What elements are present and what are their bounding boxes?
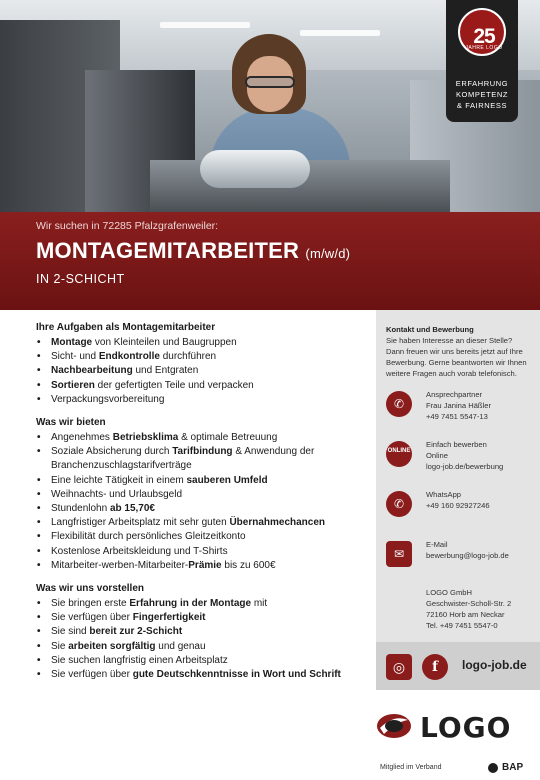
list-item: [36, 597, 366, 611]
contact-line[interactable]: +49 7451 5547-13: [426, 412, 488, 421]
list-item-text: Langfristiger Arbeitsplatz mit sehr guten: [51, 517, 230, 529]
list-item: [36, 502, 366, 516]
list-item-emphasis: Übernahmechancen: [229, 517, 326, 529]
contact-line[interactable]: +49 160 92927246: [426, 501, 490, 510]
list-item-text: Sie: [51, 640, 69, 652]
list-item-text: Sie bringen erste: [51, 598, 130, 610]
list-item-emphasis: Erfahrung in der Montage: [129, 598, 252, 610]
list-item-text: Stundenlohn: [51, 503, 110, 515]
anniversary-circle: [458, 8, 506, 56]
list-item-emphasis: bereit zur 2-Schicht: [89, 626, 183, 638]
contact-details: [426, 439, 538, 472]
address-line: Tel. +49 7451 5547-0: [426, 621, 498, 630]
offer-list: [36, 431, 366, 573]
list-item: [36, 516, 366, 530]
mail-icon[interactable]: ✉: [386, 541, 412, 567]
list-item-text: Kostenlose Arbeitskleidung und T-Shirts: [51, 545, 228, 557]
list-item: [36, 625, 366, 639]
list-item-text: Sie verfügen über: [51, 612, 133, 624]
contact-heading: Kontakt und Bewerbung: [386, 325, 474, 334]
list-item-text: Weihnachts- und Urlaubsgeld: [51, 488, 183, 500]
list-item: [36, 379, 366, 393]
contact-line[interactable]: bewerbung@logo-job.de: [426, 551, 509, 560]
list-item-text: Angenehmes: [51, 432, 113, 444]
list-item: [36, 668, 366, 682]
list-item-text: von Kleinteilen und Baugruppen: [92, 337, 237, 348]
contact-details: [426, 539, 538, 561]
list-item-text: der gefertigten Teile und verpacken: [94, 379, 254, 391]
list-item: [36, 350, 366, 364]
list-item-text: Flexibilität durch persönliches Gleitzeitkonto: [51, 531, 246, 543]
anniversary-number: 25: [473, 25, 495, 48]
whatsapp-icon[interactable]: ✆: [386, 491, 412, 517]
list-item-emphasis: Tarifbindung: [172, 446, 233, 458]
social-bar: [376, 642, 540, 690]
list-item: [36, 530, 366, 544]
list-item: [36, 545, 366, 559]
list-item: [36, 474, 366, 488]
location-line: Wir suchen in 72285 Pfalzgrafenweiler:: [36, 220, 219, 232]
offer-title: Was wir bieten: [36, 417, 106, 429]
online-apply-icon[interactable]: ONLINE: [386, 441, 412, 467]
tasks-list: [36, 336, 366, 407]
logo-wordmark: LOGO: [420, 711, 512, 744]
list-item: [36, 431, 366, 445]
list-item-emphasis: Betriebsklima: [112, 432, 179, 444]
contact-intro-text: Sie haben Interesse an dieser Stelle? Dann freuen wir uns bereits jetzt auf Ihre Bewerbung. Gerne beantworten wir Ihnen weitere Fragen auch vorab telefonisch.: [386, 336, 527, 378]
job-title: [36, 238, 504, 264]
list-item-text: & optimale Betreuung: [178, 432, 278, 444]
list-item-emphasis: Nachbearbeitung: [51, 365, 133, 377]
badge-claim: KOMPETENZ: [455, 90, 509, 99]
expect-list: [36, 597, 366, 682]
list-item-emphasis: Fingerfertigkeit: [132, 612, 206, 624]
anniversary-badge: [446, 0, 518, 122]
tasks-title: Ihre Aufgaben als Montagemitarbeiter: [36, 322, 216, 333]
list-item-text: Eine leichte Tätigkeit in einem: [51, 474, 187, 486]
badge-claim: & FAIRNESS: [456, 101, 508, 110]
photo-safety-glasses: [245, 76, 295, 88]
contact-line[interactable]: logo-job.de/bewerbung: [426, 462, 504, 471]
list-item-text: Sie verfügen über: [51, 669, 133, 681]
contact-row[interactable]: [386, 489, 530, 529]
list-item-text: durchführen: [159, 351, 217, 363]
membership-footer: [376, 760, 536, 776]
contact-line: Frau Janina Häßler: [426, 401, 491, 410]
membership-text: Mitglied im Verband: [380, 764, 442, 771]
list-item-text: Soziale Absicherung durch: [51, 446, 173, 458]
address-line: LOGO GmbH: [426, 588, 472, 597]
job-title-text: MONTAGEMITARBEITER: [36, 238, 300, 263]
list-item: [36, 336, 366, 350]
badge-claim: ERFAHRUNG: [455, 79, 509, 88]
list-item: [36, 654, 366, 668]
anniversary-sub: JAHRE LOGO: [465, 45, 503, 51]
list-item: [36, 559, 366, 573]
list-item-emphasis: Sortieren: [51, 379, 95, 391]
list-item: [36, 640, 366, 654]
list-item: [36, 611, 366, 625]
list-item: [36, 364, 366, 378]
photo-ceiling-light: [160, 22, 250, 28]
company-address: [426, 587, 530, 631]
address-line: Geschwister-Scholl-Str. 2: [426, 599, 512, 608]
bap-label: BAP: [502, 762, 524, 773]
list-item-text: Sie sind: [51, 626, 90, 638]
list-item-emphasis: Endkontrolle: [98, 351, 160, 363]
gender-note: (m/w/d): [305, 246, 351, 261]
company-logo: [376, 708, 536, 744]
contact-line: E-Mail: [426, 540, 448, 549]
contact-intro: [386, 324, 530, 379]
list-item-emphasis: ab 15,70€: [109, 503, 155, 515]
list-item-text: Verpackungsvorbereitung: [51, 393, 165, 405]
contact-sidebar: [376, 310, 540, 642]
photo-ceiling-light: [300, 30, 380, 36]
contact-line: Ansprechpartner: [426, 390, 483, 399]
contact-row[interactable]: [386, 439, 530, 479]
contact-line: Online: [426, 451, 448, 460]
list-item-text: Mitarbeiter-werben-Mitarbeiter-: [51, 559, 189, 571]
badge-claims: [448, 78, 516, 111]
contact-list: [386, 389, 530, 579]
contact-row[interactable]: [386, 389, 530, 429]
phone-icon[interactable]: ✆: [386, 391, 412, 417]
main-content: [36, 322, 366, 692]
list-item-text: & Anwendung der Branchenzuschlagstarifverträge: [51, 446, 315, 472]
list-item-text: Sicht- und: [51, 351, 99, 363]
bap-logo-icon: [488, 763, 498, 773]
contact-line: WhatsApp: [426, 490, 462, 499]
list-item-emphasis: arbeiten sorgfältig: [68, 640, 156, 652]
list-item-emphasis: Prämie: [188, 559, 222, 571]
list-item-text: Sie suchen langfristig einen Arbeitsplatz: [51, 654, 228, 666]
address-line: 72160 Horb am Neckar: [426, 610, 505, 619]
contact-row[interactable]: [386, 539, 530, 579]
facebook-icon[interactable]: f: [422, 654, 448, 680]
list-item-text: und genau: [155, 640, 206, 652]
list-item-emphasis: Montage: [51, 337, 93, 348]
photo-workpiece: [200, 150, 310, 188]
contact-details: [426, 389, 538, 422]
website-link[interactable]: logo-job.de: [462, 658, 527, 672]
list-item: [36, 393, 366, 407]
shift-note: IN 2-SCHICHT: [36, 272, 125, 286]
list-item-text: mit: [251, 598, 268, 610]
expect-title: Was wir uns vorstellen: [36, 583, 144, 595]
logo-mark-icon: [376, 710, 412, 742]
list-item: [36, 445, 366, 473]
list-item: [36, 488, 366, 502]
list-item-text: und Entgraten: [132, 365, 199, 377]
job-banner: [0, 212, 540, 310]
list-item-text: bis zu 600€: [221, 559, 276, 571]
list-item-emphasis: sauberen Umfeld: [186, 474, 268, 486]
list-item-emphasis: gute Deutschkenntnisse in Wort und Schrift: [132, 669, 341, 681]
contact-details: [426, 489, 538, 511]
contact-line: Einfach bewerben: [426, 440, 487, 449]
instagram-icon[interactable]: ◎: [386, 654, 412, 680]
